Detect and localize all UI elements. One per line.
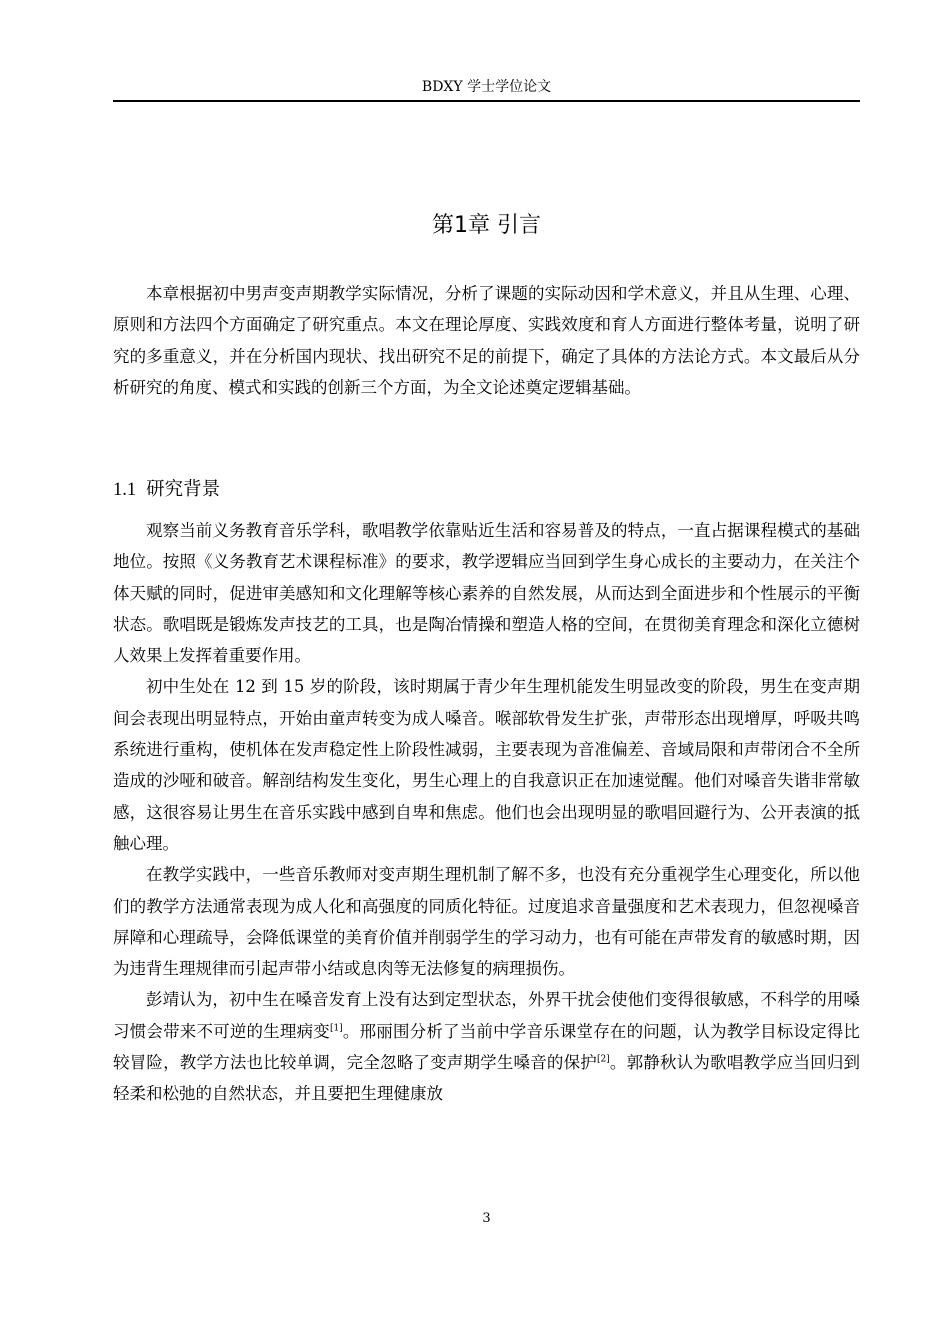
paragraph-text: 。邢丽围分析了当前中学音乐课堂存在的问题，认为教学目标设定得比较冒险，教学方法也比较单调，完全忽略了变声期学生嗓音的保护 [113,1021,860,1073]
body-paragraph [113,984,860,1109]
body-paragraph: 在教学实践中，一些音乐教师对变声期生理机制了解不多，也没有充分重视学生心理变化，所以他们的教学方法通常表现为成人化和高强度的同质化特征。过度追求音量强度和艺术表现力，但忽视嗓音屏障和心理疏导，会降低课堂的美育价值并削弱学生的学习动力，也有可能在声带发育的敏感时期，因为违背生理规律而引起声带小结或息肉等无法修复的病理损伤。 [113,865,860,979]
body-paragraph: 观察当前义务教育音乐学科，歌唱教学依靠贴近生活和容易普及的特点，一直占据课程模式的基础地位。按照《义务教育艺术课程标准》的要求，教学逻辑应当回到学生身心成长的主要动力，在关注个体天赋的同时，促进审美感知和文化理解等核心素养的自然发展，从而达到全面进步和个性展示的平衡状态。歌唱既是锻炼发声技艺的工具，也是陶冶情操和塑造人格的空间，在贯彻美育理念和深化立德树人效果上发挥着重要作用。 [113,521,860,666]
paragraph-text: 彭靖认为，初中生在嗓音发育上没有达到定型状态，外界干扰会使他们变得很敏感，不科学的用嗓习惯会带来不可逆的生理病变 [113,990,860,1041]
citation-ref[interactable]: [1] [329,1023,343,1034]
section-heading [113,475,860,505]
page-number: 3 [482,1211,491,1226]
section-body [113,515,860,1110]
intro-block [113,278,860,403]
chapter-title: 第1章 引言 [432,213,541,238]
running-header: BDXY 学士学位论文 [421,79,552,95]
body-paragraph: 初中生处在 12 到 15 岁的阶段，该时期属于青少年生理机能发生明显改变的阶段，男生在变声期间会表现出明显特点，开始由童声转变为成人嗓音。喉部软骨发生扩张，声带形态出现增厚，呼吸共鸣系统进行重构，使机体在发声稳定性上阶段性减弱，主要表现为音准偏差、音域局限和声带闭合不全所造成的沙哑和破音。解剖结构发生变化，男生心理上的自我意识正在加速觉醒。他们对嗓音失谐非常敏感，这很容易让男生在音乐实践中感到自卑和焦虑。他们也会出现明显的歌唱回避行为、公开表演的抵触心理。 [113,677,860,853]
section-number: 1.1 [113,480,137,500]
section-title: 研究背景 [146,479,221,500]
header-rule [113,100,860,102]
citation-ref[interactable]: [2] [596,1054,610,1065]
paragraph-text: 。郭静秋认为歌唱教学应当回归到轻柔和松弛的自然状态，并且要把生理健康放 [113,1053,860,1104]
intro-paragraph: 本章根据初中男声变声期教学实际情况，分析了课题的实际动因和学术意义，并且从生理、心理、原则和方法四个方面确定了研究重点。本文在理论厚度、实践效度和育人方面进行整体考量，说明了研究的多重意义，并在分析国内现状、找出研究不足的前提下，确定了具体的方法论方式。本文最后从分析研究的角度、模式和实践的创新三个方面，为全文论述奠定逻辑基础。 [113,284,860,397]
